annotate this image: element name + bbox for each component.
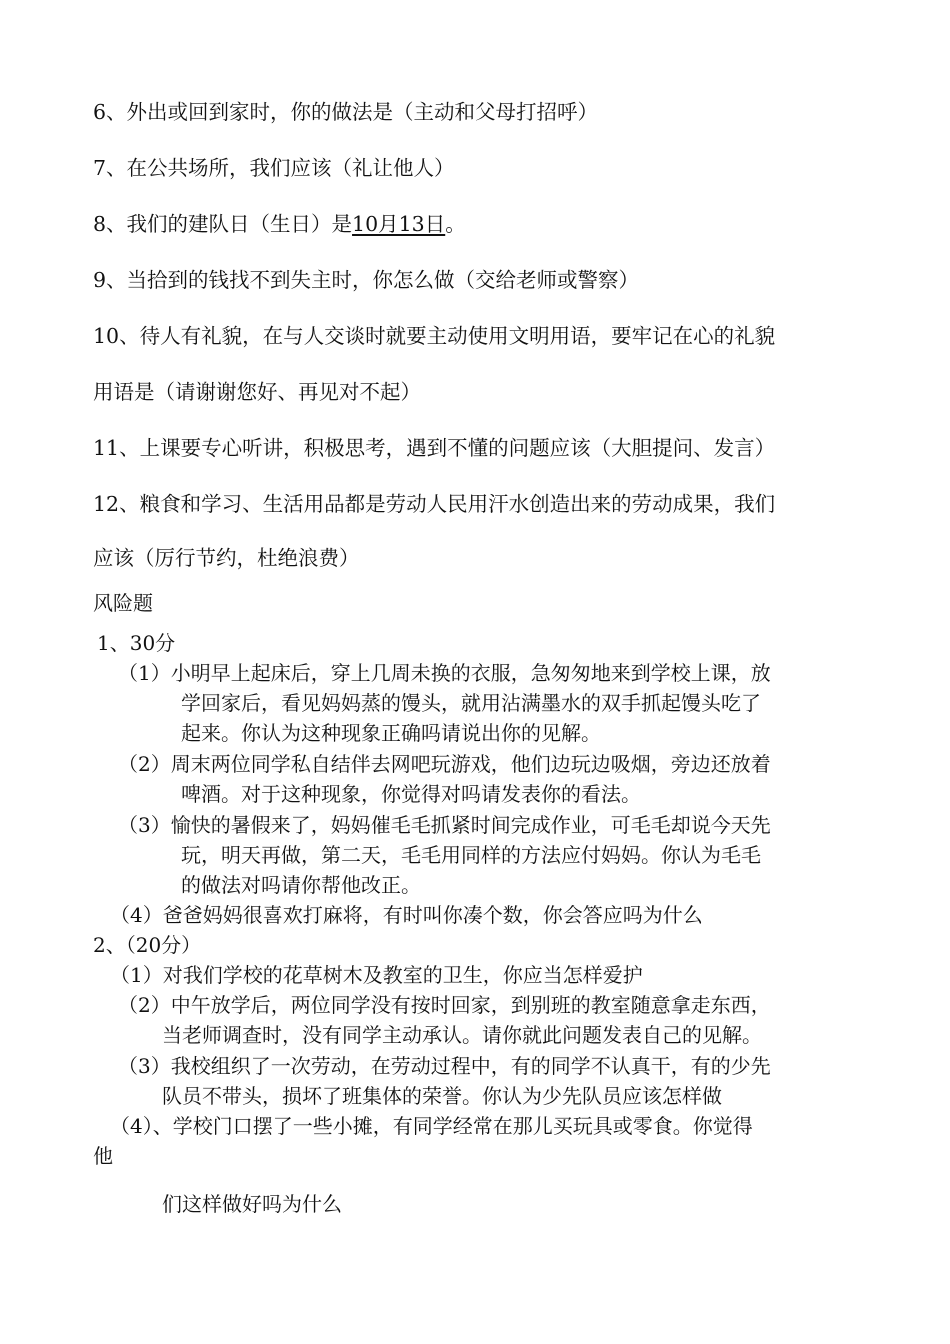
question-6: 6、外出或回到家时，你的做法是（主动和父母打招呼） [93,100,599,124]
risk-1-item-1-line-2: 学回家后，看见妈妈蒸的馒头，就用沾满墨水的双手抓起馒头吃了 [181,691,761,715]
risk-1-item-2-line-1: （2）周末两位同学私自结伴去网吧玩游戏，他们边玩边吸烟，旁边还放着 [118,752,771,776]
question-8-text: 8、我们的建队日（生日）是 [93,212,353,236]
question-11: 11、上课要专心听讲，积极思考，遇到不懂的问题应该（大胆提问、发言） [93,436,776,460]
risk-2-item-1: （1）对我们学校的花草树木及教室的卫生，你应当怎样爱护 [110,963,643,987]
question-10-line-1: 10、待人有礼貌，在与人交谈时就要主动使用文明用语，要牢记在心的礼貌 [93,324,776,348]
risk-section-2-title: 2、（20分） [93,933,202,957]
question-9: 9、当拾到的钱找不到失主时，你怎么做（交给老师或警察） [93,268,640,292]
risk-1-item-3-line-3: 的做法对吗请你帮他改正。 [181,873,421,897]
risk-2-item-3-line-1: （3）我校组织了一次劳动，在劳动过程中，有的同学不认真干，有的少先 [118,1054,771,1078]
question-8-date: 10月13日 [352,212,446,236]
question-12-line-2: 应该（厉行节约，杜绝浪费） [93,546,360,570]
risk-2-item-4-line-2: 他 [93,1144,113,1168]
question-10-line-2: 用语是（请谢谢您好、再见对不起） [93,380,421,404]
risk-1-item-3-line-2: 玩，明天再做，第二天，毛毛用同样的方法应付妈妈。你认为毛毛 [181,843,761,867]
risk-2-item-4-line-1: （4）、学校门口摆了一些小摊，有同学经常在那儿买玩具或零食。你觉得 [110,1114,753,1138]
question-8-end: 。 [445,212,466,236]
risk-1-item-3-line-1: （3）愉快的暑假来了，妈妈催毛毛抓紧时间完成作业，可毛毛却说今天先 [118,813,771,837]
risk-1-item-1-line-1: （1）小明早上起床后，穿上几周未换的衣服，急匆匆地来到学校上课，放 [118,661,771,685]
risk-2-item-2-line-1: （2）中午放学后，两位同学没有按时回家，到别班的教室随意拿走东西， [118,993,771,1017]
risk-heading: 风险题 [93,591,153,615]
risk-1-item-1-line-3: 起来。你认为这种现象正确吗请说出你的见解。 [181,721,601,745]
question-8 [93,212,466,236]
risk-2-item-4-line-3: 们这样做好吗为什么 [162,1192,342,1216]
risk-section-1-title: 1、30分 [97,631,176,655]
risk-2-item-3-line-2: 队员不带头，损坏了班集体的荣誉。你认为少先队员应该怎样做 [162,1084,722,1108]
risk-1-item-2-line-2: 啤酒。对于这种现象，你觉得对吗请发表你的看法。 [181,782,641,806]
risk-1-item-4: （4）爸爸妈妈很喜欢打麻将，有时叫你凑个数，你会答应吗为什么 [110,903,703,927]
question-7: 7、在公共场所，我们应该（礼让他人） [93,156,455,180]
risk-2-item-2-line-2: 当老师调查时，没有同学主动承认。请你就此问题发表自己的见解。 [162,1023,762,1047]
question-12-line-1: 12、粮食和学习、生活用品都是劳动人民用汗水创造出来的劳动成果，我们 [93,492,776,516]
